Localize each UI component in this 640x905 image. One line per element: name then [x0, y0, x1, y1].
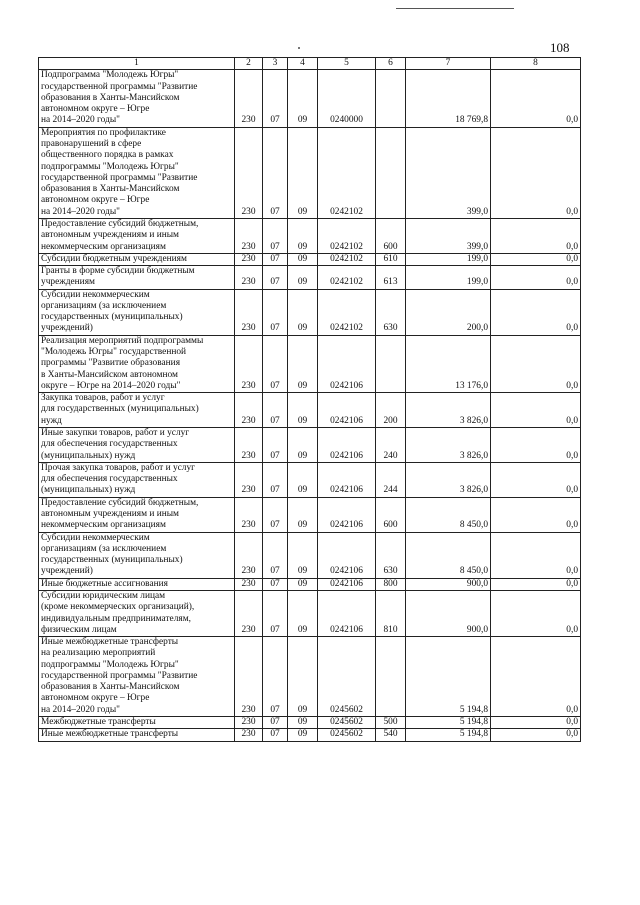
- section-code: 07: [263, 590, 288, 636]
- section-code: 07: [263, 717, 288, 729]
- amount-2014: 13 176,0: [406, 335, 491, 392]
- item-name: Реализация мероприятий подпрограммы "Молодежь Югры" государственной программы "Развитие образования в Ханты-Мансийском автономном округе – Югре на 2014–2020 годы": [39, 335, 235, 392]
- admin-code: 230: [235, 218, 263, 253]
- subsection-code: 09: [288, 462, 318, 497]
- expense-type-code: 244: [376, 462, 406, 497]
- table-row: [39, 393, 581, 428]
- expense-type-code: 200: [376, 393, 406, 428]
- amount-2014: 199,0: [406, 266, 491, 290]
- subsection-code: 09: [288, 335, 318, 392]
- amount-change: 0,0: [491, 127, 581, 218]
- section-code: 07: [263, 578, 288, 590]
- table-row: [39, 462, 581, 497]
- subsection-code: 09: [288, 532, 318, 578]
- admin-code: 230: [235, 532, 263, 578]
- header-row: [39, 58, 581, 70]
- expense-type-code: 600: [376, 497, 406, 532]
- item-name: Мероприятия по профилактике правонарушений в сфере общественного порядка в рамках подпрограммы "Молодежь Югры" государственной программы "Развитие образования в Ханты-Мансийском автономном округе – Югре на 2014–2020 годы": [39, 127, 235, 218]
- admin-code: 230: [235, 462, 263, 497]
- target-article-code: 0242106: [318, 497, 376, 532]
- target-article-code: 0242106: [318, 532, 376, 578]
- table-row: [39, 717, 581, 729]
- amount-change: 0,0: [491, 70, 581, 127]
- budget-table: [38, 57, 581, 742]
- scan-top-line: [396, 8, 514, 9]
- amount-2014: 3 826,0: [406, 393, 491, 428]
- amount-2014: 3 826,0: [406, 462, 491, 497]
- amount-2014: 3 826,0: [406, 428, 491, 463]
- expense-type-code: 540: [376, 729, 406, 741]
- target-article-code: 0240000: [318, 70, 376, 127]
- expense-type-code: 800: [376, 578, 406, 590]
- admin-code: 230: [235, 393, 263, 428]
- expense-type-code: 610: [376, 253, 406, 265]
- subsection-code: 09: [288, 578, 318, 590]
- expense-type-code: 500: [376, 717, 406, 729]
- table-row: [39, 266, 581, 290]
- column-header: 5: [318, 58, 376, 70]
- amount-change: 0,0: [491, 729, 581, 741]
- section-code: 07: [263, 428, 288, 463]
- expense-type-code: 810: [376, 590, 406, 636]
- item-name: Прочая закупка товаров, работ и услуг для обеспечения государственных (муниципальных) нужд: [39, 462, 235, 497]
- section-code: 07: [263, 497, 288, 532]
- page-number: 108: [550, 40, 570, 55]
- table-row: [39, 729, 581, 741]
- section-code: 07: [263, 729, 288, 741]
- item-name: Иные межбюджетные трансферты: [39, 729, 235, 741]
- admin-code: 230: [235, 729, 263, 741]
- amount-change: 0,0: [491, 497, 581, 532]
- amount-2014: 200,0: [406, 289, 491, 335]
- table-row: [39, 637, 581, 717]
- item-name: Предоставление субсидий бюджетным, автономным учреждениям и иным некоммерческим организациям: [39, 497, 235, 532]
- item-name: Субсидии бюджетным учреждениям: [39, 253, 235, 265]
- item-name: Гранты в форме субсидии бюджетным учреждениям: [39, 266, 235, 290]
- amount-change: 0,0: [491, 393, 581, 428]
- admin-code: 230: [235, 266, 263, 290]
- target-article-code: 0242106: [318, 590, 376, 636]
- subsection-code: 09: [288, 590, 318, 636]
- admin-code: 230: [235, 335, 263, 392]
- table-row: [39, 335, 581, 392]
- amount-2014: 399,0: [406, 218, 491, 253]
- amount-2014: 8 450,0: [406, 532, 491, 578]
- subsection-code: 09: [288, 637, 318, 717]
- section-code: 07: [263, 70, 288, 127]
- item-name: Предоставление субсидий бюджетным, автономным учреждениям и иным некоммерческим организациям: [39, 218, 235, 253]
- item-name: Иные бюджетные ассигнования: [39, 578, 235, 590]
- expense-type-code: [376, 127, 406, 218]
- admin-code: 230: [235, 253, 263, 265]
- amount-change: 0,0: [491, 578, 581, 590]
- item-name: Субсидии некоммерческим организациям (за исключением государственных (муниципальных) учреждений): [39, 289, 235, 335]
- expense-type-code: 240: [376, 428, 406, 463]
- expense-type-code: 630: [376, 289, 406, 335]
- table-row: [39, 590, 581, 636]
- section-code: 07: [263, 462, 288, 497]
- target-article-code: 0242106: [318, 462, 376, 497]
- amount-change: 0,0: [491, 462, 581, 497]
- section-code: 07: [263, 253, 288, 265]
- target-article-code: 0242106: [318, 335, 376, 392]
- column-header: 3: [263, 58, 288, 70]
- target-article-code: 0245602: [318, 637, 376, 717]
- subsection-code: 09: [288, 289, 318, 335]
- amount-2014: 900,0: [406, 578, 491, 590]
- column-header: 8: [491, 58, 581, 70]
- amount-2014: 18 769,8: [406, 70, 491, 127]
- amount-2014: 199,0: [406, 253, 491, 265]
- table-row: [39, 532, 581, 578]
- amount-2014: 900,0: [406, 590, 491, 636]
- item-name: Иные межбюджетные трансферты на реализацию мероприятий подпрограммы "Молодежь Югры" государственной программы "Развитие образования в Ханты-Мансийском автономном округе – Югре на 2014–2020 годы": [39, 637, 235, 717]
- expense-type-code: 600: [376, 218, 406, 253]
- table-row: [39, 497, 581, 532]
- amount-2014: 5 194,8: [406, 717, 491, 729]
- item-name: Межбюджетные трансферты: [39, 717, 235, 729]
- item-name: Иные закупки товаров, работ и услуг для обеспечения государственных (муниципальных) нужд: [39, 428, 235, 463]
- column-header: 6: [376, 58, 406, 70]
- target-article-code: 0242102: [318, 253, 376, 265]
- section-code: 07: [263, 266, 288, 290]
- target-article-code: 0245602: [318, 717, 376, 729]
- target-article-code: 0242102: [318, 127, 376, 218]
- target-article-code: 0242106: [318, 393, 376, 428]
- amount-change: 0,0: [491, 428, 581, 463]
- expense-type-code: [376, 70, 406, 127]
- amount-change: 0,0: [491, 637, 581, 717]
- subsection-code: 09: [288, 266, 318, 290]
- section-code: 07: [263, 127, 288, 218]
- subsection-code: 09: [288, 253, 318, 265]
- section-code: 07: [263, 218, 288, 253]
- table-row: [39, 289, 581, 335]
- amount-change: 0,0: [491, 335, 581, 392]
- section-code: 07: [263, 393, 288, 428]
- scan-speck: [298, 47, 300, 49]
- subsection-code: 09: [288, 218, 318, 253]
- target-article-code: 0242102: [318, 218, 376, 253]
- item-name: Субсидии юридическим лицам (кроме некоммерческих организаций), индивидуальным предпринимателям, физическим лицам: [39, 590, 235, 636]
- section-code: 07: [263, 289, 288, 335]
- section-code: 07: [263, 335, 288, 392]
- column-header: 1: [39, 58, 235, 70]
- table-row: [39, 428, 581, 463]
- amount-change: 0,0: [491, 218, 581, 253]
- admin-code: 230: [235, 497, 263, 532]
- item-name: Субсидии некоммерческим организациям (за исключением государственных (муниципальных) учреждений): [39, 532, 235, 578]
- column-header: 2: [235, 58, 263, 70]
- subsection-code: 09: [288, 729, 318, 741]
- table-row: [39, 253, 581, 265]
- amount-2014: 399,0: [406, 127, 491, 218]
- subsection-code: 09: [288, 393, 318, 428]
- admin-code: 230: [235, 428, 263, 463]
- amount-change: 0,0: [491, 532, 581, 578]
- admin-code: 230: [235, 590, 263, 636]
- amount-change: 0,0: [491, 590, 581, 636]
- amount-2014: 8 450,0: [406, 497, 491, 532]
- expense-type-code: [376, 335, 406, 392]
- item-name: Подпрограмма "Молодежь Югры" государственной программы "Развитие образования в Ханты-Мансийском автономном округе – Югре на 2014–2020 годы": [39, 70, 235, 127]
- admin-code: 230: [235, 578, 263, 590]
- admin-code: 230: [235, 127, 263, 218]
- admin-code: 230: [235, 637, 263, 717]
- subsection-code: 09: [288, 717, 318, 729]
- section-code: 07: [263, 532, 288, 578]
- amount-change: 0,0: [491, 289, 581, 335]
- amount-2014: 5 194,8: [406, 729, 491, 741]
- subsection-code: 09: [288, 70, 318, 127]
- subsection-code: 09: [288, 497, 318, 532]
- item-name: Закупка товаров, работ и услуг для государственных (муниципальных) нужд: [39, 393, 235, 428]
- column-header: 4: [288, 58, 318, 70]
- amount-change: 0,0: [491, 253, 581, 265]
- admin-code: 230: [235, 70, 263, 127]
- expense-type-code: 613: [376, 266, 406, 290]
- expense-type-code: [376, 637, 406, 717]
- expense-type-code: 630: [376, 532, 406, 578]
- target-article-code: 0242106: [318, 428, 376, 463]
- column-header: 7: [406, 58, 491, 70]
- amount-change: 0,0: [491, 717, 581, 729]
- subsection-code: 09: [288, 127, 318, 218]
- table-row: [39, 578, 581, 590]
- section-code: 07: [263, 637, 288, 717]
- subsection-code: 09: [288, 428, 318, 463]
- amount-change: 0,0: [491, 266, 581, 290]
- target-article-code: 0245602: [318, 729, 376, 741]
- admin-code: 230: [235, 289, 263, 335]
- table-row: [39, 127, 581, 218]
- table-row: [39, 70, 581, 127]
- amount-2014: 5 194,8: [406, 637, 491, 717]
- target-article-code: 0242102: [318, 266, 376, 290]
- target-article-code: 0242106: [318, 578, 376, 590]
- table-row: [39, 218, 581, 253]
- target-article-code: 0242102: [318, 289, 376, 335]
- admin-code: 230: [235, 717, 263, 729]
